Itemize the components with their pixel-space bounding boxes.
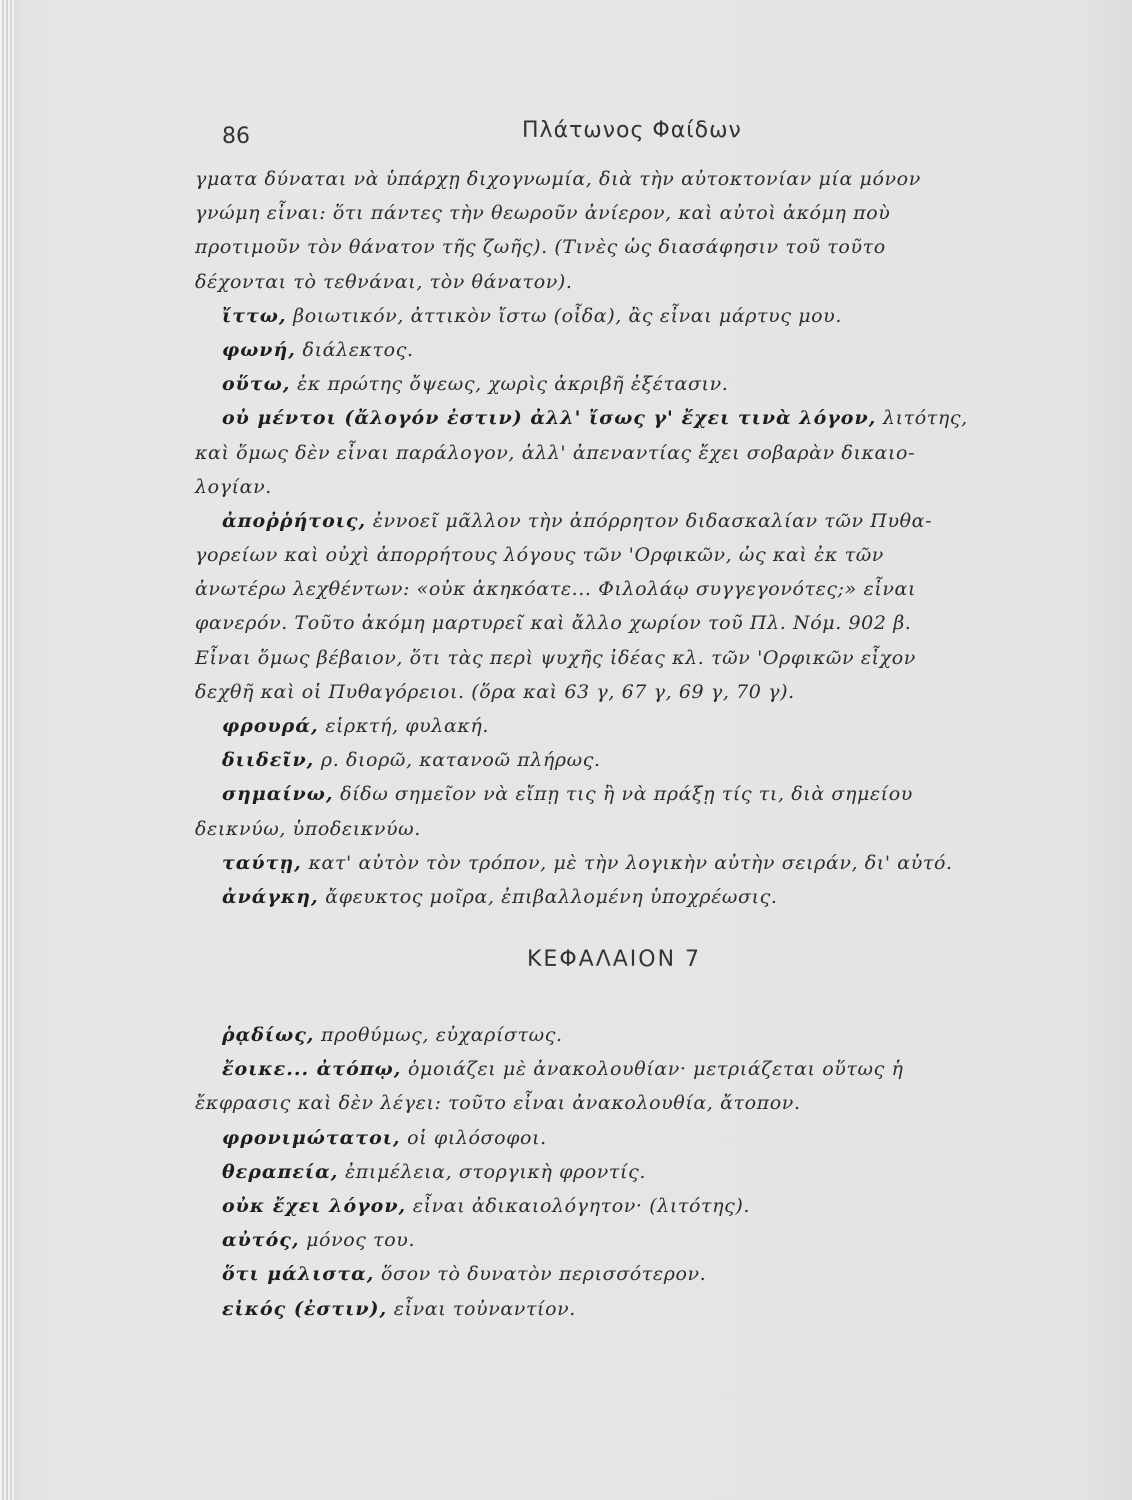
entry-line xyxy=(195,1189,1100,1223)
line-text: ὁμοιάζει μὲ ἀνακολουθίαν· μετριάζεται οὕτως ἡ xyxy=(401,1058,904,1081)
text-line xyxy=(195,470,1100,504)
entry-line xyxy=(195,401,1100,435)
line-text: εἶναι ἀδικαιολόγητον· (λιτότης). xyxy=(406,1194,751,1217)
entry-line xyxy=(195,299,1100,333)
lemma: εἰκός (ἐστιν), xyxy=(222,1297,388,1320)
lemma: οὐ μέντοι (ἄλογόν ἐστιν) ἀλλ' ἴσως γ' ἔχει τινὰ λόγον, xyxy=(222,407,877,430)
text-line xyxy=(195,265,1100,299)
line-text: ρ. διορῶ, κατανοῶ πλήρως. xyxy=(314,749,601,772)
entry-line xyxy=(195,743,1100,777)
entry-line xyxy=(195,1292,1100,1326)
line-text: δίδω σημεῖον νὰ εἴπῃ τις ἢ νὰ πράξῃ τίς τι, διὰ σημείου xyxy=(333,783,913,806)
line-text: γορείων καὶ οὐχὶ ἀπορρήτους λόγους τῶν 'Ορφικῶν, ὡς καὶ ἐκ τῶν xyxy=(195,544,884,567)
entry-line xyxy=(195,1018,1100,1052)
line-text: προτιμοῦν τὸν θάνατον τῆς ζωῆς). (Τινὲς ὡς διασάφησιν τοῦ τοῦτο xyxy=(195,236,886,259)
text-line xyxy=(195,606,1100,640)
text-line xyxy=(195,436,1100,470)
lemma: ἀποῤῥήτοις, xyxy=(222,509,367,532)
text-line xyxy=(195,812,1100,846)
chapter-section xyxy=(195,1018,1100,1326)
page-number: 86 xyxy=(222,124,250,149)
text-line xyxy=(195,1086,1100,1120)
lemma: οὕτω, xyxy=(222,373,291,396)
text-line xyxy=(195,572,1100,606)
line-text: μόνος του. xyxy=(299,1229,416,1252)
text-line xyxy=(195,162,1100,196)
header-title: Πλάτωνος Φαίδων xyxy=(522,118,742,143)
lemma: θεραπεία, xyxy=(222,1160,339,1183)
lemma: σημαίνω, xyxy=(222,783,334,806)
lemma: ἀνάγκη, xyxy=(222,885,319,908)
line-text: ὅσον τὸ δυνατὸν περισσότερον. xyxy=(374,1263,707,1286)
lemma: φρονιμώτατοι, xyxy=(222,1126,401,1149)
chapter-heading: ΚΕΦΑΛΑΙΟΝ 7 xyxy=(527,947,702,972)
lemma: οὐκ ἔχει λόγον, xyxy=(222,1194,407,1217)
entry-line xyxy=(195,1121,1100,1155)
page-edge xyxy=(0,0,14,1500)
text-line xyxy=(195,230,1100,264)
line-text: βοιωτικόν, ἀττικὸν ἴστω (οἶδα), ἂς εἶναι μάρτυς μου. xyxy=(286,304,842,327)
line-text: λογίαν. xyxy=(195,475,272,498)
line-text: καὶ ὅμως δὲν εἶναι παράλογον, ἀλλ' ἀπεναντίας ἔχει σοβαρὰν δικαιο- xyxy=(195,441,916,464)
line-text: ἐκ πρώτης ὄψεως, χωρὶς ἀκριβῆ ἐξέτασιν. xyxy=(290,373,729,396)
line-text: ἔκφρασις καὶ δὲν λέγει: τοῦτο εἶναι ἀνακολουθία, ἄτοπον. xyxy=(195,1092,801,1115)
line-text: ἐπιμέλεια, στοργικὴ φροντίς. xyxy=(338,1160,646,1183)
line-text: φανερόν. Τοῦτο ἀκόμη μαρτυρεῖ καὶ ἄλλο χωρίον τοῦ Πλ. Νόμ. 902 β. xyxy=(195,612,912,635)
line-text: γνώμη εἶναι: ὅτι πάντες τὴν θεωροῦν ἀνίερον, καὶ αὐτοὶ ἀκόμη ποὺ xyxy=(195,202,891,225)
line-text: δέχονται τὸ τεθνάναι, τὸν θάνατον). xyxy=(195,270,573,293)
line-text: γματα δύναται νὰ ὑπάρχῃ διχογνωμία, διὰ τὴν αὐτοκτονίαν μία μόνον xyxy=(195,168,921,190)
lemma: ἔοικε... ἀτόπῳ, xyxy=(222,1058,402,1081)
entry-line xyxy=(195,333,1100,367)
lemma: διιδεῖν, xyxy=(222,749,315,772)
lemma: φρουρά, xyxy=(222,715,319,737)
entry-line xyxy=(195,367,1100,401)
line-text: δεχθῆ καὶ οἱ Πυθαγόρειοι. (ὅρα καὶ 63 γ, 67 γ, 69 γ, 70 γ). xyxy=(195,680,795,703)
line-text: ἀνωτέρω λεχθέντων: «οὐκ ἀκηκόατε... Φιλολάῳ συγγεγονότες;» εἶναι xyxy=(195,578,917,601)
entry-line xyxy=(195,504,1100,538)
lemma: φωνή, xyxy=(222,338,296,361)
text-line xyxy=(195,675,1100,709)
lemma: ταύτῃ, xyxy=(222,851,302,874)
lemma: ἴττω, xyxy=(222,304,287,327)
lemma: ῥᾳδίως, xyxy=(222,1024,315,1046)
line-text: ἐννοεῖ μᾶλλον τὴν ἀπόρρητον διδασκαλίαν τῶν Πυθα- xyxy=(366,509,933,532)
entry-line xyxy=(195,880,1100,914)
line-text: δεικνύω, ὑποδεικνύω. xyxy=(195,817,421,840)
entry-line xyxy=(195,1257,1100,1291)
line-text: οἱ φιλόσοφοι. xyxy=(400,1126,547,1149)
entry-line xyxy=(195,1155,1100,1189)
running-head xyxy=(222,118,982,158)
line-text: ἄφευκτος μοῖρα, ἐπιβαλλομένη ὑποχρέωσις. xyxy=(318,885,778,908)
text-line xyxy=(195,196,1100,230)
lemma: αὐτός, xyxy=(222,1229,300,1252)
entry-line xyxy=(195,709,1100,743)
entry-line xyxy=(195,777,1100,811)
entry-line xyxy=(195,1223,1100,1257)
lemma: ὅτι μάλιστα, xyxy=(222,1263,375,1286)
line-text: διάλεκτος. xyxy=(295,338,414,361)
entry-line xyxy=(195,1052,1100,1086)
entry-line xyxy=(195,846,1100,880)
text-line xyxy=(195,538,1100,572)
line-text: προθύμως, εὐχαρίστως. xyxy=(314,1024,563,1046)
line-text: λιτότης, xyxy=(876,407,968,430)
line-text: Εἶναι ὅμως βέβαιον, ὅτι τὰς περὶ ψυχῆς ἰδέας κλ. τῶν 'Ορφικῶν εἶχον xyxy=(195,646,916,669)
line-text: εἶναι τοὐναντίον. xyxy=(387,1297,576,1320)
commentary-section xyxy=(195,162,1100,914)
line-text: εἱρκτή, φυλακή. xyxy=(318,715,490,737)
text-line xyxy=(195,641,1100,675)
line-text: κατ' αὐτὸν τὸν τρόπον, μὲ τὴν λογικὴν αὐτὴν σειράν, δι' αὐτό. xyxy=(301,851,953,874)
